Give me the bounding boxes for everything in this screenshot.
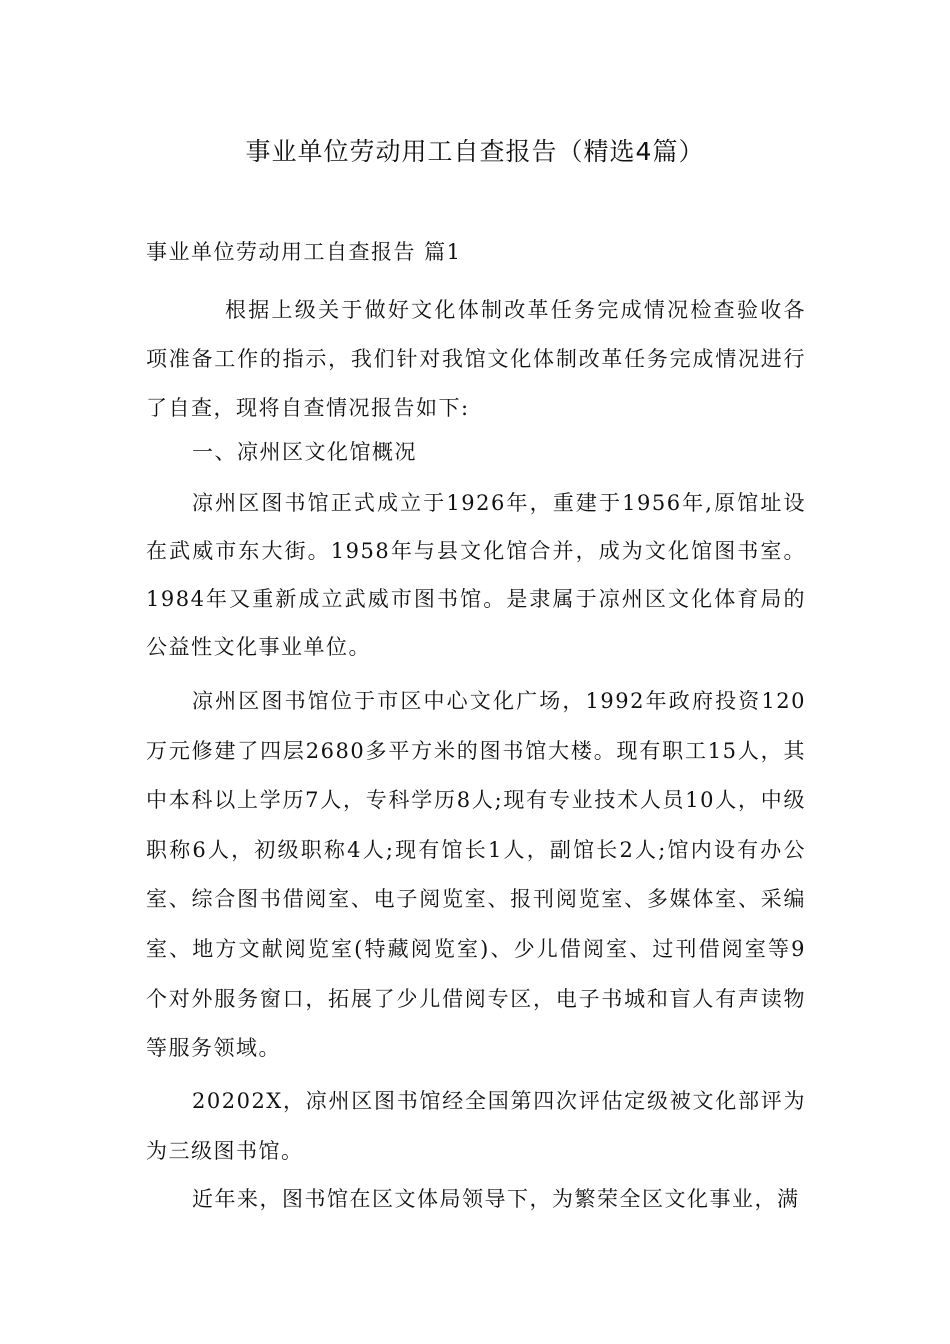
paragraph-facilities: 凉州区图书馆位于市区中心文化广场，1992年政府投资120万元修建了四层2680多平方米的图书馆大楼。现有职工15人，其中本科以上学历7人，专科学历8人;现有专业技术人员10人，中级职称6人，初级职称4人;现有馆长1人，副馆长2人;馆内设有办公室、综合图书借阅室、电子阅览室、报刊阅览室、多媒体室、采编室、地方文献阅览室(特藏阅览室)、少儿借阅室、过刊借阅室等9个对外服务窗口，拓展了少儿借阅专区，电子书城和盲人有声读物等服务领域。 bbox=[146, 689, 806, 1061]
paragraph-rating: 20202X，凉州区图书馆经全国第四次评估定级被文化部评为为三级图书馆。 bbox=[146, 1089, 806, 1163]
paragraph-history: 凉州区图书馆正式成立于1926年，重建于1956年,原馆址设在武威市东大街。1958年与县文化馆合并，成为文化馆图书室。1984年又重新成立武威市图书馆。是隶属于凉州区文化体育局的公益性文化事业单位。 bbox=[146, 491, 806, 659]
paragraph-subheading: 一、凉州区文化馆概况 bbox=[192, 440, 417, 464]
paragraph-recent: 近年来，图书馆在区文体局领导下，为繁荣全区文化事业，满 bbox=[192, 1187, 800, 1211]
document-title: 事业单位劳动用工自查报告（精选4篇） bbox=[245, 137, 705, 166]
section-heading: 事业单位劳动用工自查报告 篇1 bbox=[146, 240, 462, 264]
paragraph-intro: 根据上级关于做好文化体制改革任务完成情况检查验收各项准备工作的指示，我们针对我馆文化体制改革任务完成情况进行了自查，现将自查情况报告如下: bbox=[146, 298, 806, 420]
